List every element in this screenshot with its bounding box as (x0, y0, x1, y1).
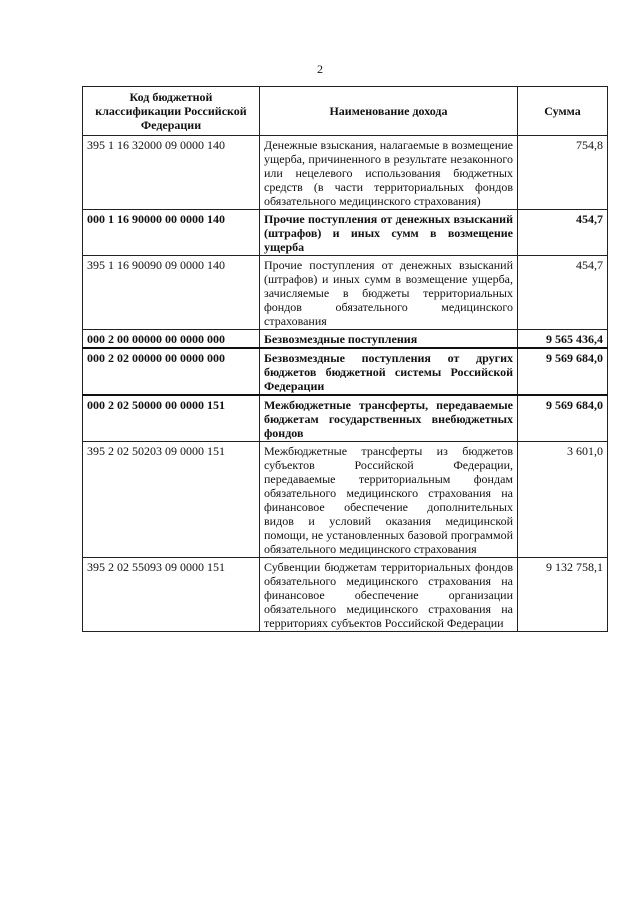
income-name-cell: Прочие поступления от денежных взысканий (штрафов) и иных сумм в возмещение ущерба, зачисляемые в бюджеты территориальных фондов обязательного медицинского страхования (260, 256, 518, 330)
table-row (83, 136, 608, 210)
table-row (83, 348, 608, 395)
header-name: Наименование дохода (260, 87, 518, 136)
income-name-cell: Субвенции бюджетам территориальных фондов обязательного медицинского страхования на финансовое обеспечение организации обязательного медицинского страхования на территориях субъектов Российской Федерации (260, 558, 518, 632)
budget-code-cell: 395 2 02 50203 09 0000 151 (83, 442, 260, 558)
table-row (83, 395, 608, 442)
budget-code-cell: 395 1 16 32000 09 0000 140 (83, 136, 260, 210)
header-sum: Сумма (518, 87, 608, 136)
budget-code-cell: 000 1 16 90000 00 0000 140 (83, 210, 260, 256)
table-row (83, 330, 608, 349)
budget-code-cell: 395 1 16 90090 09 0000 140 (83, 256, 260, 330)
income-name-cell: Межбюджетные трансферты, передаваемые бюджетам государственных внебюджетных фондов (260, 395, 518, 442)
income-name-cell: Денежные взыскания, налагаемые в возмещение ущерба, причиненного в результате незаконного или нецелевого использования бюджетных средств (в части территориальных фондов обязательного медицинского страхования) (260, 136, 518, 210)
budget-code-cell: 395 2 02 55093 09 0000 151 (83, 558, 260, 632)
table-header-row (83, 87, 608, 136)
budget-code-cell: 000 2 02 50000 00 0000 151 (83, 395, 260, 442)
sum-cell: 9 132 758,1 (518, 558, 608, 632)
sum-cell: 454,7 (518, 256, 608, 330)
sum-cell: 3 601,0 (518, 442, 608, 558)
table-row (83, 442, 608, 558)
sum-cell: 9 569 684,0 (518, 348, 608, 395)
sum-cell: 754,8 (518, 136, 608, 210)
budget-code-cell: 000 2 02 00000 00 0000 000 (83, 348, 260, 395)
income-name-cell: Межбюджетные трансферты из бюджетов субъектов Российской Федерации, передаваемые территориальным фондам обязательного медицинского страхования на финансовое обеспечение дополнительных видов и условий оказания медицинской помощи, не установленных базовой программой обязательного медицинского страхования (260, 442, 518, 558)
table-row (83, 558, 608, 632)
sum-cell: 454,7 (518, 210, 608, 256)
header-code: Код бюджетной классификации Российской Федерации (83, 87, 260, 136)
sum-cell: 9 565 436,4 (518, 330, 608, 349)
sum-cell: 9 569 684,0 (518, 395, 608, 442)
income-name-cell: Прочие поступления от денежных взысканий (штрафов) и иных сумм в возмещение ущерба (260, 210, 518, 256)
revenue-table (82, 86, 608, 632)
budget-code-cell: 000 2 00 00000 00 0000 000 (83, 330, 260, 349)
income-name-cell: Безвозмездные поступления (260, 330, 518, 349)
table-row (83, 256, 608, 330)
table-row (83, 210, 608, 256)
page-number: 2 (317, 62, 323, 76)
income-name-cell: Безвозмездные поступления от других бюджетов бюджетной системы Российской Федерации (260, 348, 518, 395)
